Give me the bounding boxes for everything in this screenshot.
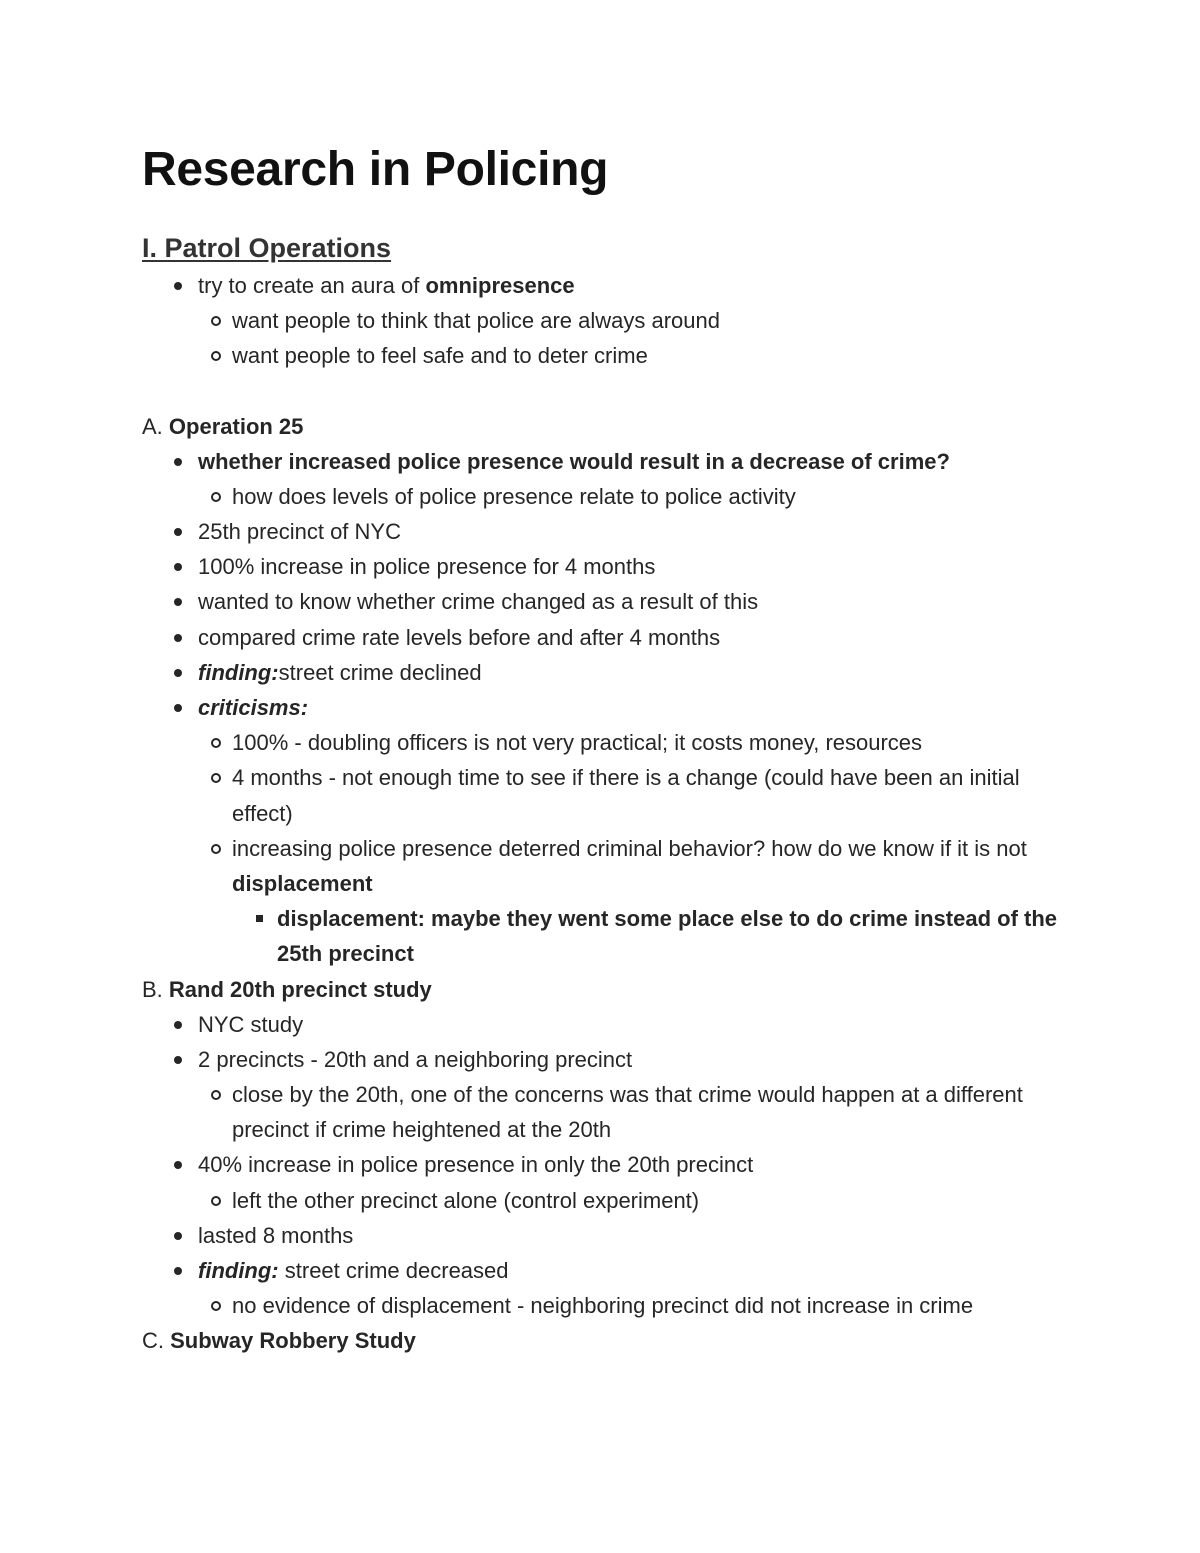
list-item: 2 precincts - 20th and a neighboring precinct close by the 20th, one of the concerns was that crime would happen at a different precinct if crime heightened at the 20th <box>142 1042 1062 1148</box>
circle-bullet-icon <box>211 844 221 854</box>
sub-list <box>187 1288 1062 1323</box>
circle-bullet-icon <box>211 1196 221 1206</box>
sub-sub-list <box>232 901 1062 971</box>
patrol-operations-list <box>142 268 1062 374</box>
circle-bullet-icon <box>211 316 221 326</box>
subheading-rand-20th-precinct-study: B. Rand 20th precinct study <box>142 976 432 1002</box>
circle-bullet-icon <box>211 773 221 783</box>
document-title: Research in Policing <box>142 143 609 196</box>
list-item: want people to feel safe and to deter crime <box>187 338 1062 373</box>
operation-25-list <box>142 444 1062 972</box>
list-item: lasted 8 months <box>142 1218 1062 1253</box>
document-page <box>142 138 1062 1358</box>
blank-line <box>142 374 1062 409</box>
list-item: how does levels of police presence relate to police activity <box>187 479 1062 514</box>
list-item: 100% increase in police presence for 4 months <box>142 549 1062 584</box>
circle-bullet-icon <box>211 351 221 361</box>
rand-study-list <box>142 1007 1062 1324</box>
disc-bullet-icon <box>174 1161 182 1169</box>
criticisms-label: criticisms: <box>198 695 309 721</box>
sub-list <box>187 1183 1062 1218</box>
list-item: 40% increase in police presence in only the 20th precinct left the other precinct alone (control experiment) <box>142 1147 1062 1217</box>
disc-bullet-icon <box>174 282 182 290</box>
sub-list <box>187 1077 1062 1147</box>
square-bullet-icon <box>256 915 263 922</box>
disc-bullet-icon <box>174 458 182 466</box>
subheading-operation-25: A. Operation 25 <box>142 413 304 439</box>
list-item: 4 months - not enough time to see if there is a change (could have been an initial effect) <box>187 760 1062 830</box>
sub-list <box>187 479 1062 514</box>
disc-bullet-icon <box>174 598 182 606</box>
disc-bullet-icon <box>174 563 182 571</box>
list-item: finding: street crime decreased no evidence of displacement - neighboring precinct did not increase in crime <box>142 1253 1062 1323</box>
subheading-subway-robbery-study: C. Subway Robbery Study <box>142 1328 416 1354</box>
list-item: 25th precinct of NYC <box>142 514 1062 549</box>
section-heading-patrol-operations: I. Patrol Operations <box>142 233 392 263</box>
disc-bullet-icon <box>174 669 182 677</box>
finding-label: finding: <box>198 1258 279 1284</box>
list-item: displacement: maybe they went some place else to do crime instead of the 25th precinct <box>232 901 1062 971</box>
disc-bullet-icon <box>174 1232 182 1240</box>
list-item: whether increased police presence would result in a decrease of crime? how does levels of police presence relate to police activity <box>142 444 1062 514</box>
list-item: left the other precinct alone (control experiment) <box>187 1183 1062 1218</box>
disc-bullet-icon <box>174 704 182 712</box>
circle-bullet-icon <box>211 1090 221 1100</box>
list-item: wanted to know whether crime changed as a result of this <box>142 584 1062 619</box>
disc-bullet-icon <box>174 1267 182 1275</box>
circle-bullet-icon <box>211 738 221 748</box>
bold-term: displacement <box>232 871 373 897</box>
disc-bullet-icon <box>174 528 182 536</box>
sub-list <box>187 303 1062 373</box>
disc-bullet-icon <box>174 1021 182 1029</box>
finding-label: finding: <box>198 659 279 685</box>
list-item: compared crime rate levels before and after 4 months <box>142 620 1062 655</box>
list-item: try to create an aura of omnipresence want people to think that police are always around want people to feel safe and to deter crime <box>142 268 1062 374</box>
list-item: increasing police presence deterred criminal behavior? how do we know if it is not displacement displacement: maybe they went some place else to do crime instead of the 25th precinct <box>187 831 1062 972</box>
list-item: finding:street crime declined <box>142 655 1062 690</box>
list-item <box>142 690 1062 972</box>
circle-bullet-icon <box>211 1301 221 1311</box>
list-item: no evidence of displacement - neighboring precinct did not increase in crime <box>187 1288 1062 1323</box>
circle-bullet-icon <box>211 492 221 502</box>
disc-bullet-icon <box>174 634 182 642</box>
disc-bullet-icon <box>174 1056 182 1064</box>
bold-term: omnipresence <box>425 273 575 298</box>
list-item: 100% - doubling officers is not very practical; it costs money, resources <box>187 725 1062 760</box>
list-item: want people to think that police are always around <box>187 303 1062 338</box>
sub-list <box>187 725 1062 971</box>
list-item: NYC study <box>142 1007 1062 1042</box>
list-item: close by the 20th, one of the concerns was that crime would happen at a different precinct if crime heightened at the 20th <box>187 1077 1062 1147</box>
